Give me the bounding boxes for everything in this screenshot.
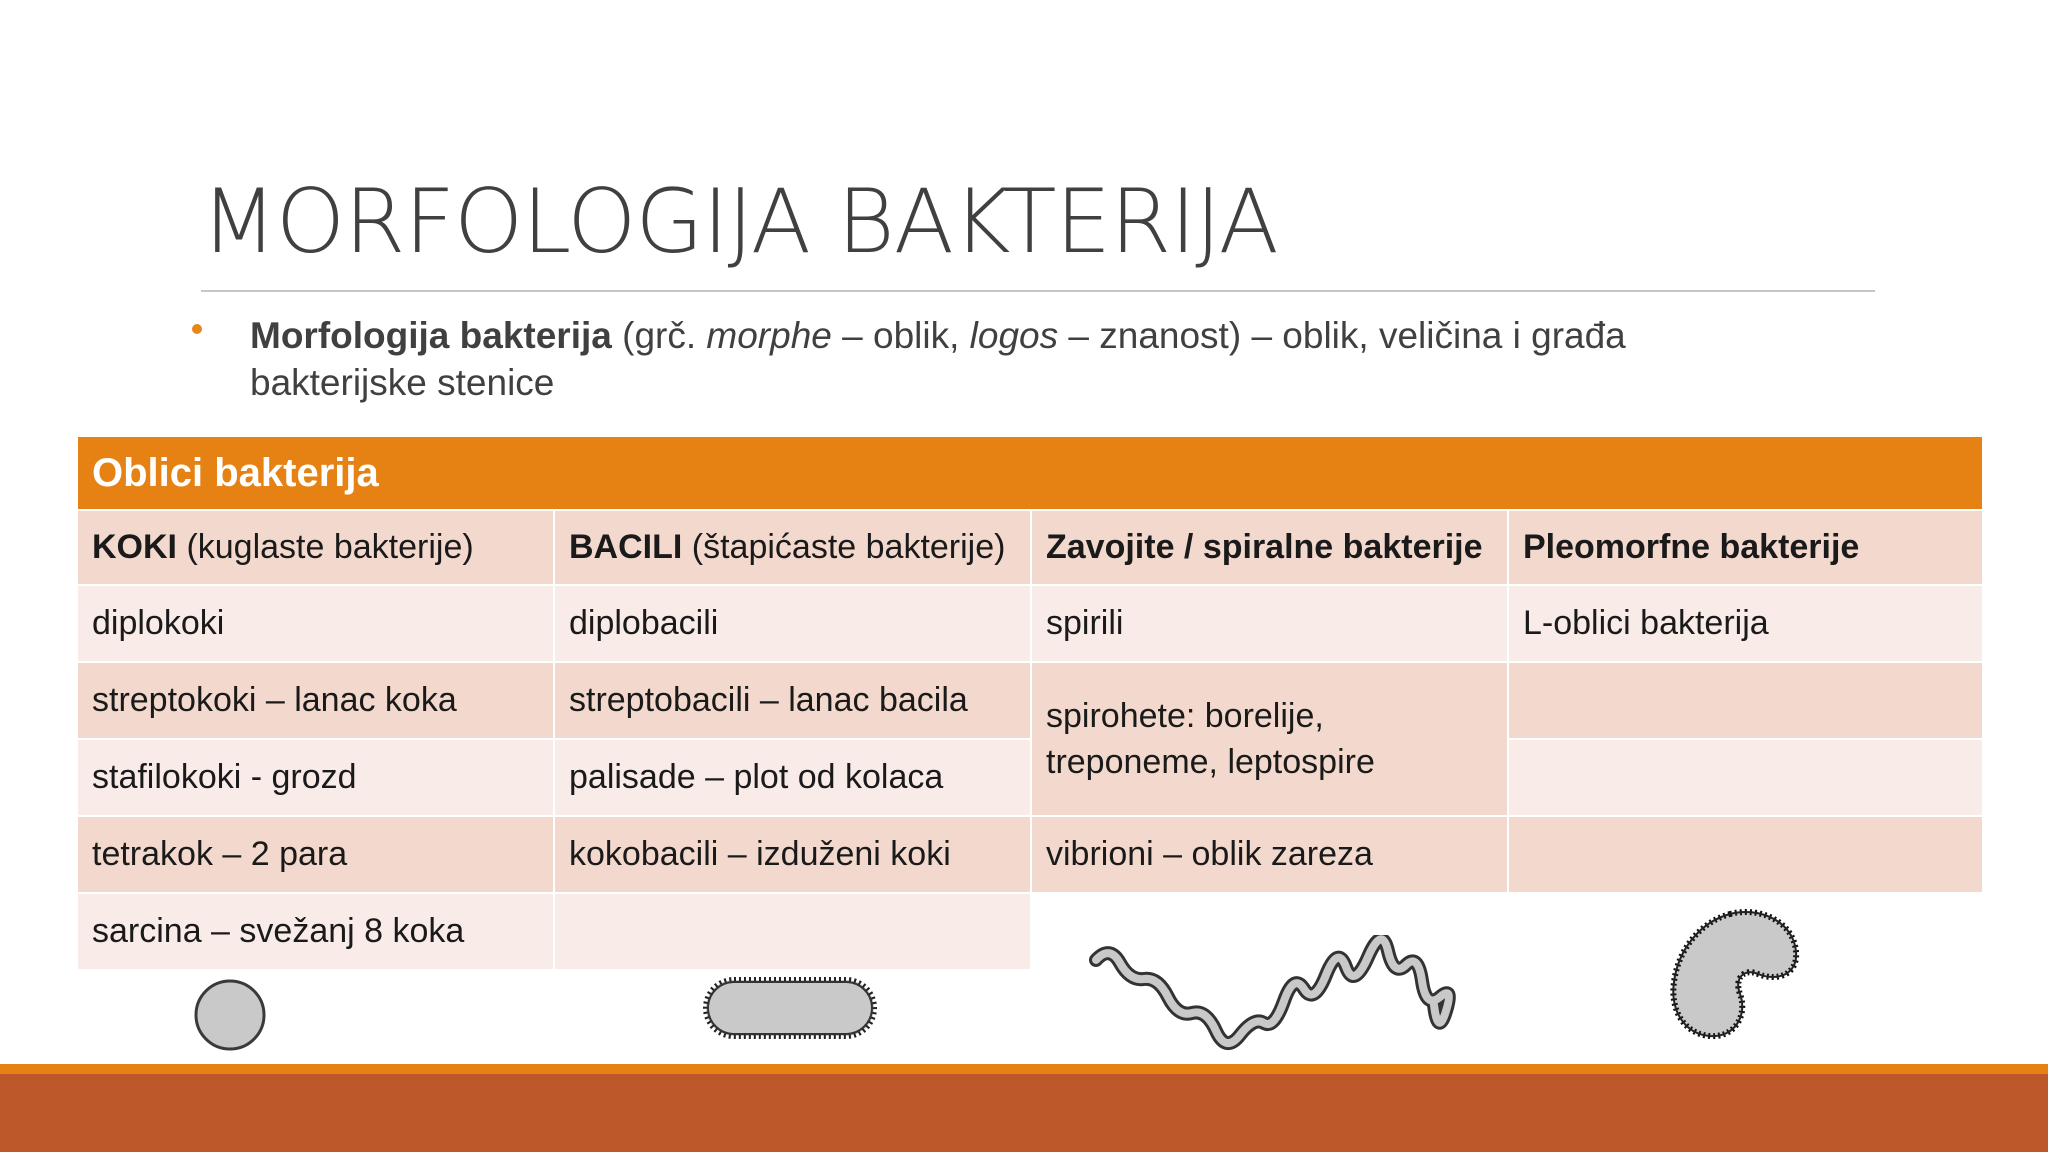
column-header-pleomorfne [1508, 510, 1983, 585]
table-row [77, 739, 1983, 816]
table-cell: streptokoki – lanac koka [77, 662, 554, 739]
column-header-note: (štapićaste bakterije) [682, 528, 1006, 566]
bullet-text-part: – oblik, [831, 315, 970, 356]
coccus-icon [190, 975, 270, 1055]
table-header: Oblici bakterija [77, 436, 1983, 510]
table-cell [1508, 662, 1983, 739]
bacteria-shapes-table [76, 435, 1984, 971]
bacillus-icon [700, 972, 880, 1044]
table-cell: spirohete: borelije, treponeme, leptospire [1031, 662, 1508, 816]
table-cell: stafilokoki - grozd [77, 739, 554, 816]
table-cell: palisade – plot od kolaca [554, 739, 1031, 816]
column-header-row [77, 510, 1983, 585]
footer-bar [0, 1074, 2048, 1152]
column-header-bold: Zavojite / spiralne bakterije [1046, 528, 1483, 566]
slide-title: MORFOLOGIJA BAKTERIJA [201, 170, 1278, 273]
footer-accent-stripe [0, 1064, 2048, 1074]
bullet-text-part: (grč. [611, 315, 707, 356]
table-cell: streptobacili – lanac bacila [554, 662, 1031, 739]
table-cell: vibrioni – oblik zareza [1031, 816, 1508, 893]
spirochete-icon [1088, 935, 1458, 1055]
table-cell: L-oblici bakterija [1508, 585, 1983, 662]
column-header-bold: BACILI [569, 528, 683, 566]
column-header-bold: Pleomorfne bakterije [1523, 528, 1860, 566]
column-header-bacili [554, 510, 1031, 585]
bullet-italic-term: morphe [706, 315, 832, 356]
table-row [77, 662, 1983, 739]
title-divider [201, 290, 1875, 292]
bullet-italic-term: logos [969, 315, 1059, 356]
table-row [77, 816, 1983, 893]
table-row [77, 585, 1983, 662]
column-header-note: (kuglaste bakterije) [177, 528, 474, 566]
table-cell [1508, 816, 1983, 893]
bullet-text-part: – znanost) – oblik, veličina i građa bakterijske stenice [250, 315, 1626, 403]
table-cell: diplobacili [554, 585, 1031, 662]
bullet-dot-icon [192, 324, 202, 334]
table-cell: tetrakok – 2 para [77, 816, 554, 893]
table-cell [1508, 739, 1983, 816]
pleomorphic-icon [1660, 900, 1810, 1050]
table-cell [554, 893, 1031, 970]
table-cell: sarcina – svežanj 8 koka [77, 893, 554, 970]
column-header-spiralne [1031, 510, 1508, 585]
table-cell: spirili [1031, 585, 1508, 662]
bullet-item [192, 312, 1752, 406]
table-header-row [77, 436, 1983, 510]
bullet-term: Morfologija bakterija [250, 315, 612, 356]
table-cell: kokobacili – izduženi koki [554, 816, 1031, 893]
bullet-text [250, 312, 1752, 406]
table-cell: diplokoki [77, 585, 554, 662]
column-header-koki [77, 510, 554, 585]
column-header-bold: KOKI [92, 528, 177, 566]
